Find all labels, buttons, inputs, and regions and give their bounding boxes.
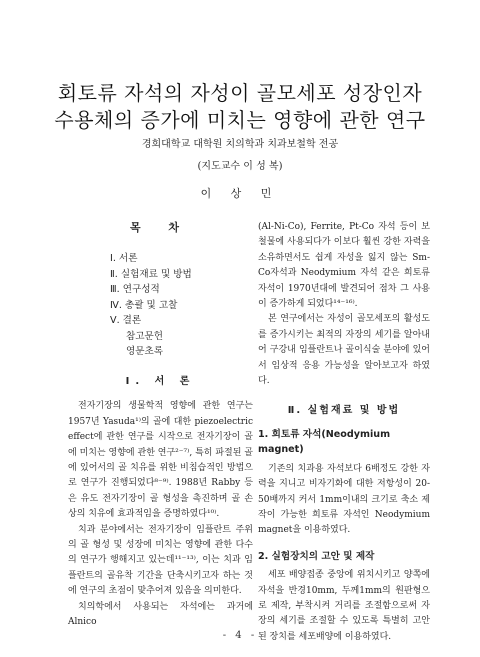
toc-item-english-abstract: 영문초록 xyxy=(126,346,164,358)
toc-item-results: Ⅲ. 연구성적 xyxy=(110,284,160,296)
toc-item-materials-methods: Ⅱ. 실험재료 및 방법 xyxy=(110,268,192,280)
toc-heading: 목 차 xyxy=(129,221,192,234)
toc-item-conclusion: Ⅴ. 결론 xyxy=(110,315,142,327)
subsection-2-text: 세포 배양접종 중앙에 위치시키고 양쪽에 자석을 반경10mm, 두께1mm의 원판형으로 제작, 부착시켜 거리를 조절함으로써 자장의 세기를 조절할 수 있도록 특별히 고안된 장치를 세포배양에 이용하였다. xyxy=(258,570,430,642)
page-number: - 4 - xyxy=(222,630,258,641)
subsection-1-heading: 1. 희토류 자석(Neodymium magnet) xyxy=(258,428,391,456)
paper-title-line-2: 수용체의 증가에 미치는 영향에 관한 연구 xyxy=(54,108,426,132)
toc-item-discussion: Ⅳ. 총괄 및 고찰 xyxy=(110,299,178,311)
intro-paragraph-2: 치과 분야에서는 전자기장이 임플란트 주위의 골 형성 및 성장에 미치는 영향에 관한 다수의 연구가 행해지고 있는데¹¹⁻¹³⁾, 이는 치과 임플란트의 골유착 기간을 단축시키고자 하는 것에 연구의 초점이 맞추어져 있음을 의미한다. xyxy=(68,524,253,597)
subsection-2-heading: 2. 실험장치의 고안 및 제작 xyxy=(258,550,375,562)
right-column xyxy=(258,220,430,645)
toc-item-references: 참고문헌 xyxy=(126,330,164,342)
table-of-contents xyxy=(110,251,253,360)
intro-paragraph-3-continued: (Al-Ni-Co), Ferrite, Pt-Co 자석 등이 보철물에 사용되다가 이보다 훨씬 강한 자력을 소유하면서도 쉽게 자성을 잃지 않는 Sm-Co자석과 Neodymium 자석 같은 희토류 자석이 1970년대에 발견되어 점차 그 사용이 증가하게 되었다¹⁴⁻¹⁶⁾. xyxy=(258,222,430,310)
advisor: (지도교수 이 성 복) xyxy=(197,161,283,172)
author-name: 이 상 민 xyxy=(200,187,280,200)
toc-item-introduction: Ⅰ. 서론 xyxy=(110,253,138,265)
left-column xyxy=(68,220,253,630)
intro-paragraph-4: 본 연구에서는 자성이 골모세포의 활성도를 증가시키는 최적의 자장의 세기를 알아내어 구강내 임플란트나 골이식술 분야에 있어서 임상적 응용 가능성을 알아보고자 하였다. xyxy=(258,314,430,387)
paper-title-line-1: 회토류 자석의 자성이 골모세포 성장인자 xyxy=(57,81,423,105)
methods-heading: Ⅱ. 실험재료 및 방법 xyxy=(287,405,401,417)
affiliation: 경희대학교 대학원 치의학과 치과보철학 전공 xyxy=(141,139,339,150)
subsection-1-text: 기존의 치과용 자석보다 6배정도 강한 자력을 지니고 비자기화에 대한 저항성이 20-50배까지 커서 1mm이내의 크기로 축소 제작이 가능한 희토류 자석인 Neodymium magnet을 이용하였다. xyxy=(258,463,430,536)
intro-paragraph-1: 전자기장의 생물학적 영향에 관한 연구는 1957년 Yasuda¹⁾의 골에 대한 piezoelectric effect에 관한 연구를 시작으로 전자기장이 골에 미치는 영향에 관한 연구²⁻⁷⁾, 특히 파절된 골에 있어서의 골 치유를 위한 비침습적인 방법으로 연구가 진행되었다⁸⁻⁹⁾. 1988년 Rabby 등은 유도 전자기장이 골 형성을 촉진하며 골 손상의 치유에 효과적임을 증명하였다¹⁰⁾. xyxy=(68,401,253,520)
introduction-heading: Ⅰ. 서 론 xyxy=(125,375,196,387)
intro-paragraph-3: 치의학에서 사용되는 자석에는 과거에 Alnico xyxy=(68,601,253,627)
